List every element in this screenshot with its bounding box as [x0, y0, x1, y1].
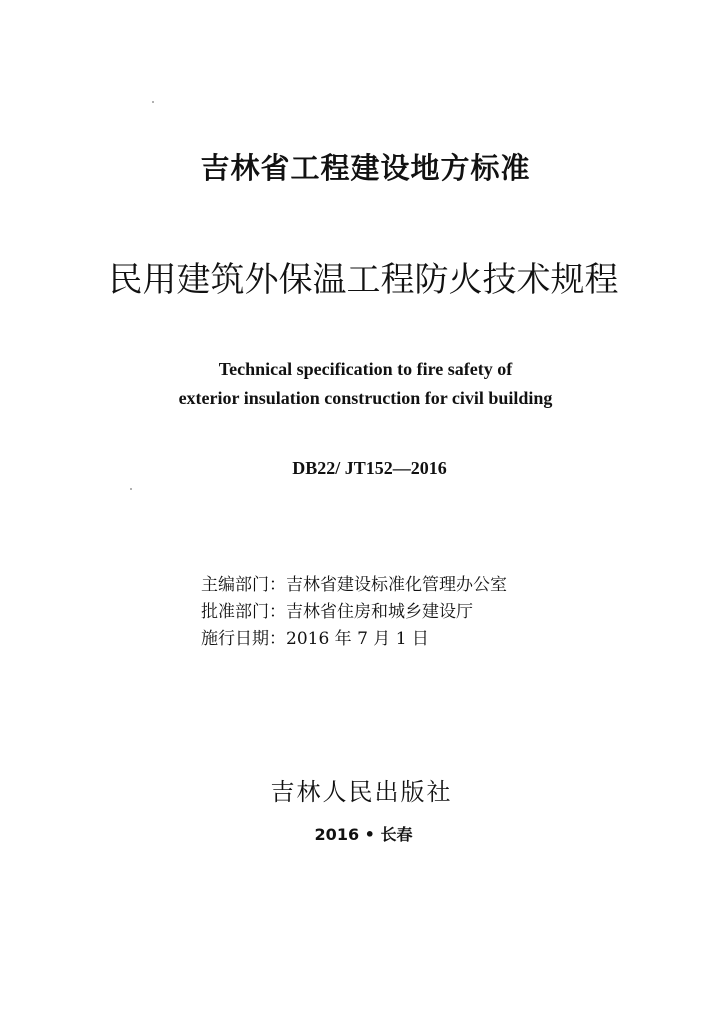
english-title-line-1: Technical specification to fire safety of [218, 359, 513, 379]
effective-date-row [201, 626, 507, 653]
approver-value: 吉林省住房和城乡建设厅 [286, 602, 473, 622]
approver-label: 批准部门： [201, 602, 286, 622]
english-title-line-2: exterior insulation construction for civil building [178, 388, 553, 408]
publication-imprint: 2016 • 长春 [314, 825, 413, 844]
scan-speck [152, 101, 154, 103]
publisher-name: 吉林人民出版社 [270, 778, 453, 806]
editor-label: 主编部门： [201, 575, 286, 595]
document-title-english [0, 355, 719, 413]
effective-date-value: 2016 年 7 月 1 日 [286, 629, 429, 649]
standard-code: DB22/ JT152—2016 [292, 458, 447, 478]
scan-speck [130, 488, 132, 490]
editor-value: 吉林省建设标准化管理办公室 [286, 575, 507, 595]
standard-series-title: 吉林省工程建设地方标准 [200, 151, 531, 185]
publication-info [201, 572, 507, 653]
approver-row [201, 599, 507, 626]
editor-row [201, 572, 507, 599]
effective-date-label: 施行日期： [201, 629, 286, 649]
document-title-chinese: 民用建筑外保温工程防火技术规程 [108, 260, 619, 300]
